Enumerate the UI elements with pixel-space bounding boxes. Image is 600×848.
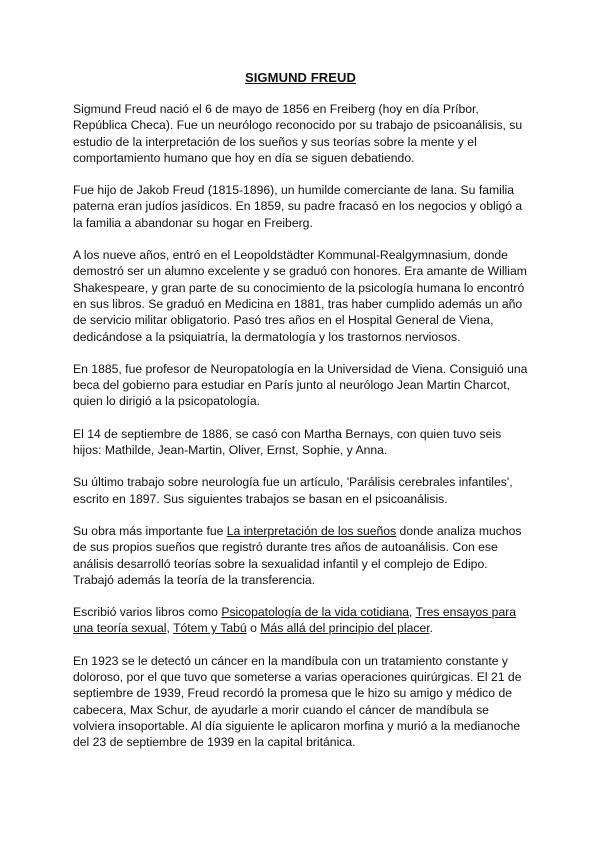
- book-title-interpretacion-suenos: La interpretación de los sueños: [226, 523, 397, 538]
- paragraph-marriage: El 14 de septiembre de 1886, se casó con Martha Bernays, con quien tuvo seis hijos: Mathilde, Jean-Martin, Oliver, Ernst, Sophie, y Anna.: [73, 426, 502, 458]
- text-fragment: ,: [409, 605, 416, 620]
- paragraph-family: Fue hijo de Jakob Freud (1815-1896), un humilde comerciante de lana. Su familia paterna eran judíos jasídicos. En 1859, su padre fracasó en los negocios y obligó a la familia a abandonar su hogar en Freiberg.: [73, 183, 523, 230]
- paragraph-career: En 1885, fue profesor de Neuropatología en la Universidad de Viena. Consiguió una beca del gobierno para estudiar en París junto al neurólogo Jean Martin Charcot, quien lo dirigió a la psicopatología.: [73, 361, 528, 409]
- paragraph-main-work: [73, 523, 528, 588]
- text-fragment: donde analiza muchos de sus propios sueños que registró durante tres años de autoanálisis. Con ese análisis desarrolló teorías sobre la sexualidad infantil y el complejo de Edipo. Trabajó además la teoría de la transferencia.: [73, 523, 522, 587]
- paragraph-death: En 1923 se le detectó un cáncer en la mandíbula con un tratamiento constante y doloroso, por el que tuvo que someterse a varias operaciones quirúrgicas. El 21 de septiembre de 1939, Freud recordó la promesa que le hizo su amigo y médico de cabecera, Max Schur, de ayudarle a morir cuando el cáncer de mandíbula se volviera insoportable. Al día siguiente le aplicaron morfina y murió a la medianoche del 23 de septiembre de 1939 en la capital británica.: [73, 653, 522, 750]
- text-fragment: o: [246, 621, 261, 636]
- text-fragment: ,: [166, 621, 174, 636]
- paragraph-neurology-work: Su último trabajo sobre neurología fue un artículo, 'Parálisis cerebrales infantiles', escrito en 1897. Sus siguientes trabajos se basan en el psicoanálisis.: [73, 475, 513, 506]
- book-title-totem-tabu: Tótem y Tabú: [173, 621, 247, 636]
- paragraph-books: [73, 604, 528, 637]
- text-fragment: Escribió varios libros como: [73, 605, 222, 620]
- paragraph-birth: Sigmund Freud nació el 6 de mayo de 1856 en Freiberg (hoy en día Príbor, República Checa). Fue un neurólogo reconocido por su trabajo de psicoanálisis, su estudio de la interpretación de los sueños y sus teorías sobre la mente y el comportamiento humano que hoy en día se siguen debatiendo.: [73, 102, 523, 165]
- paragraph-education: A los nueve años, entró en el Leopoldstädter Kommunal-Realgymnasium, donde demostró ser un alumno excelente y se graduó con honores. Era amante de William Shakespeare, y gran parte de su conocimiento de la psicología humana lo encontró en sus libros. Se graduó en Medicina en 1881, tras haber cumplido además un año de servicio militar obligatorio. Pasó tres años en el Hospital General de Viena, dedicándose a la psiquiatría, la dermatología y los trastornos nerviosos.: [73, 248, 527, 344]
- book-title-mas-alla: Más allá del principio del placer: [260, 621, 430, 636]
- text-fragment: Su obra más importante fue: [73, 523, 227, 538]
- book-title-tres-ensayos: Tres ensayos para una teoría sexual: [73, 605, 517, 636]
- text-fragment: .: [429, 621, 434, 636]
- page-title: SIGMUND FREUD: [244, 70, 357, 85]
- book-title-psicopatologia: Psicopatología de la vida cotidiana: [221, 605, 410, 620]
